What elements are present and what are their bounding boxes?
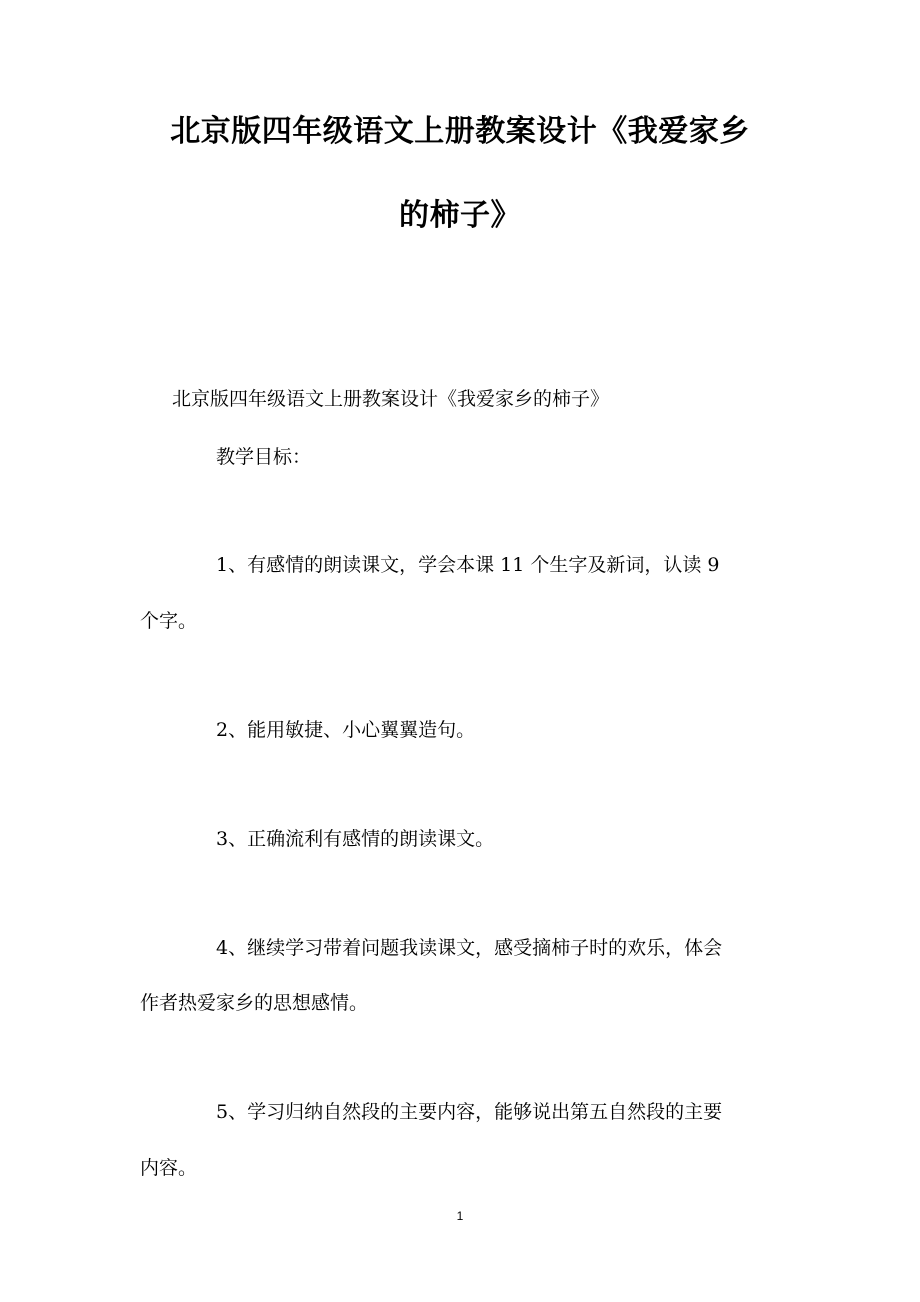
document-title-line-1: 北京版四年级语文上册教案设计《我爱家乡: [170, 114, 750, 149]
goal-4-line-2: 作者热爱家乡的思想感情。: [140, 992, 369, 1014]
goal-3: 3、正确流利有感情的朗读课文。: [216, 828, 495, 850]
goal-4-line-1: 4、继续学习带着问题我读课文，感受摘柿子时的欢乐，体会: [216, 937, 723, 959]
document-subtitle: 北京版四年级语文上册教案设计《我爱家乡的柿子》: [172, 388, 610, 410]
goal-1-line-1: 1、有感情的朗读课文，学会本课 11 个生字及新词，认读 9: [216, 554, 720, 576]
goals-heading: 教学目标：: [216, 446, 312, 468]
goal-5-line-2: 内容。: [140, 1157, 198, 1179]
goal-1-line-2: 个字。: [140, 610, 198, 632]
page-number: 1: [456, 1209, 464, 1223]
goal-5-line-1: 5、学习归纳自然段的主要内容，能够说出第五自然段的主要: [216, 1101, 723, 1123]
document-title-line-2: 的柿子》: [399, 198, 521, 233]
goal-2: 2、能用敏捷、小心翼翼造句。: [216, 719, 476, 741]
